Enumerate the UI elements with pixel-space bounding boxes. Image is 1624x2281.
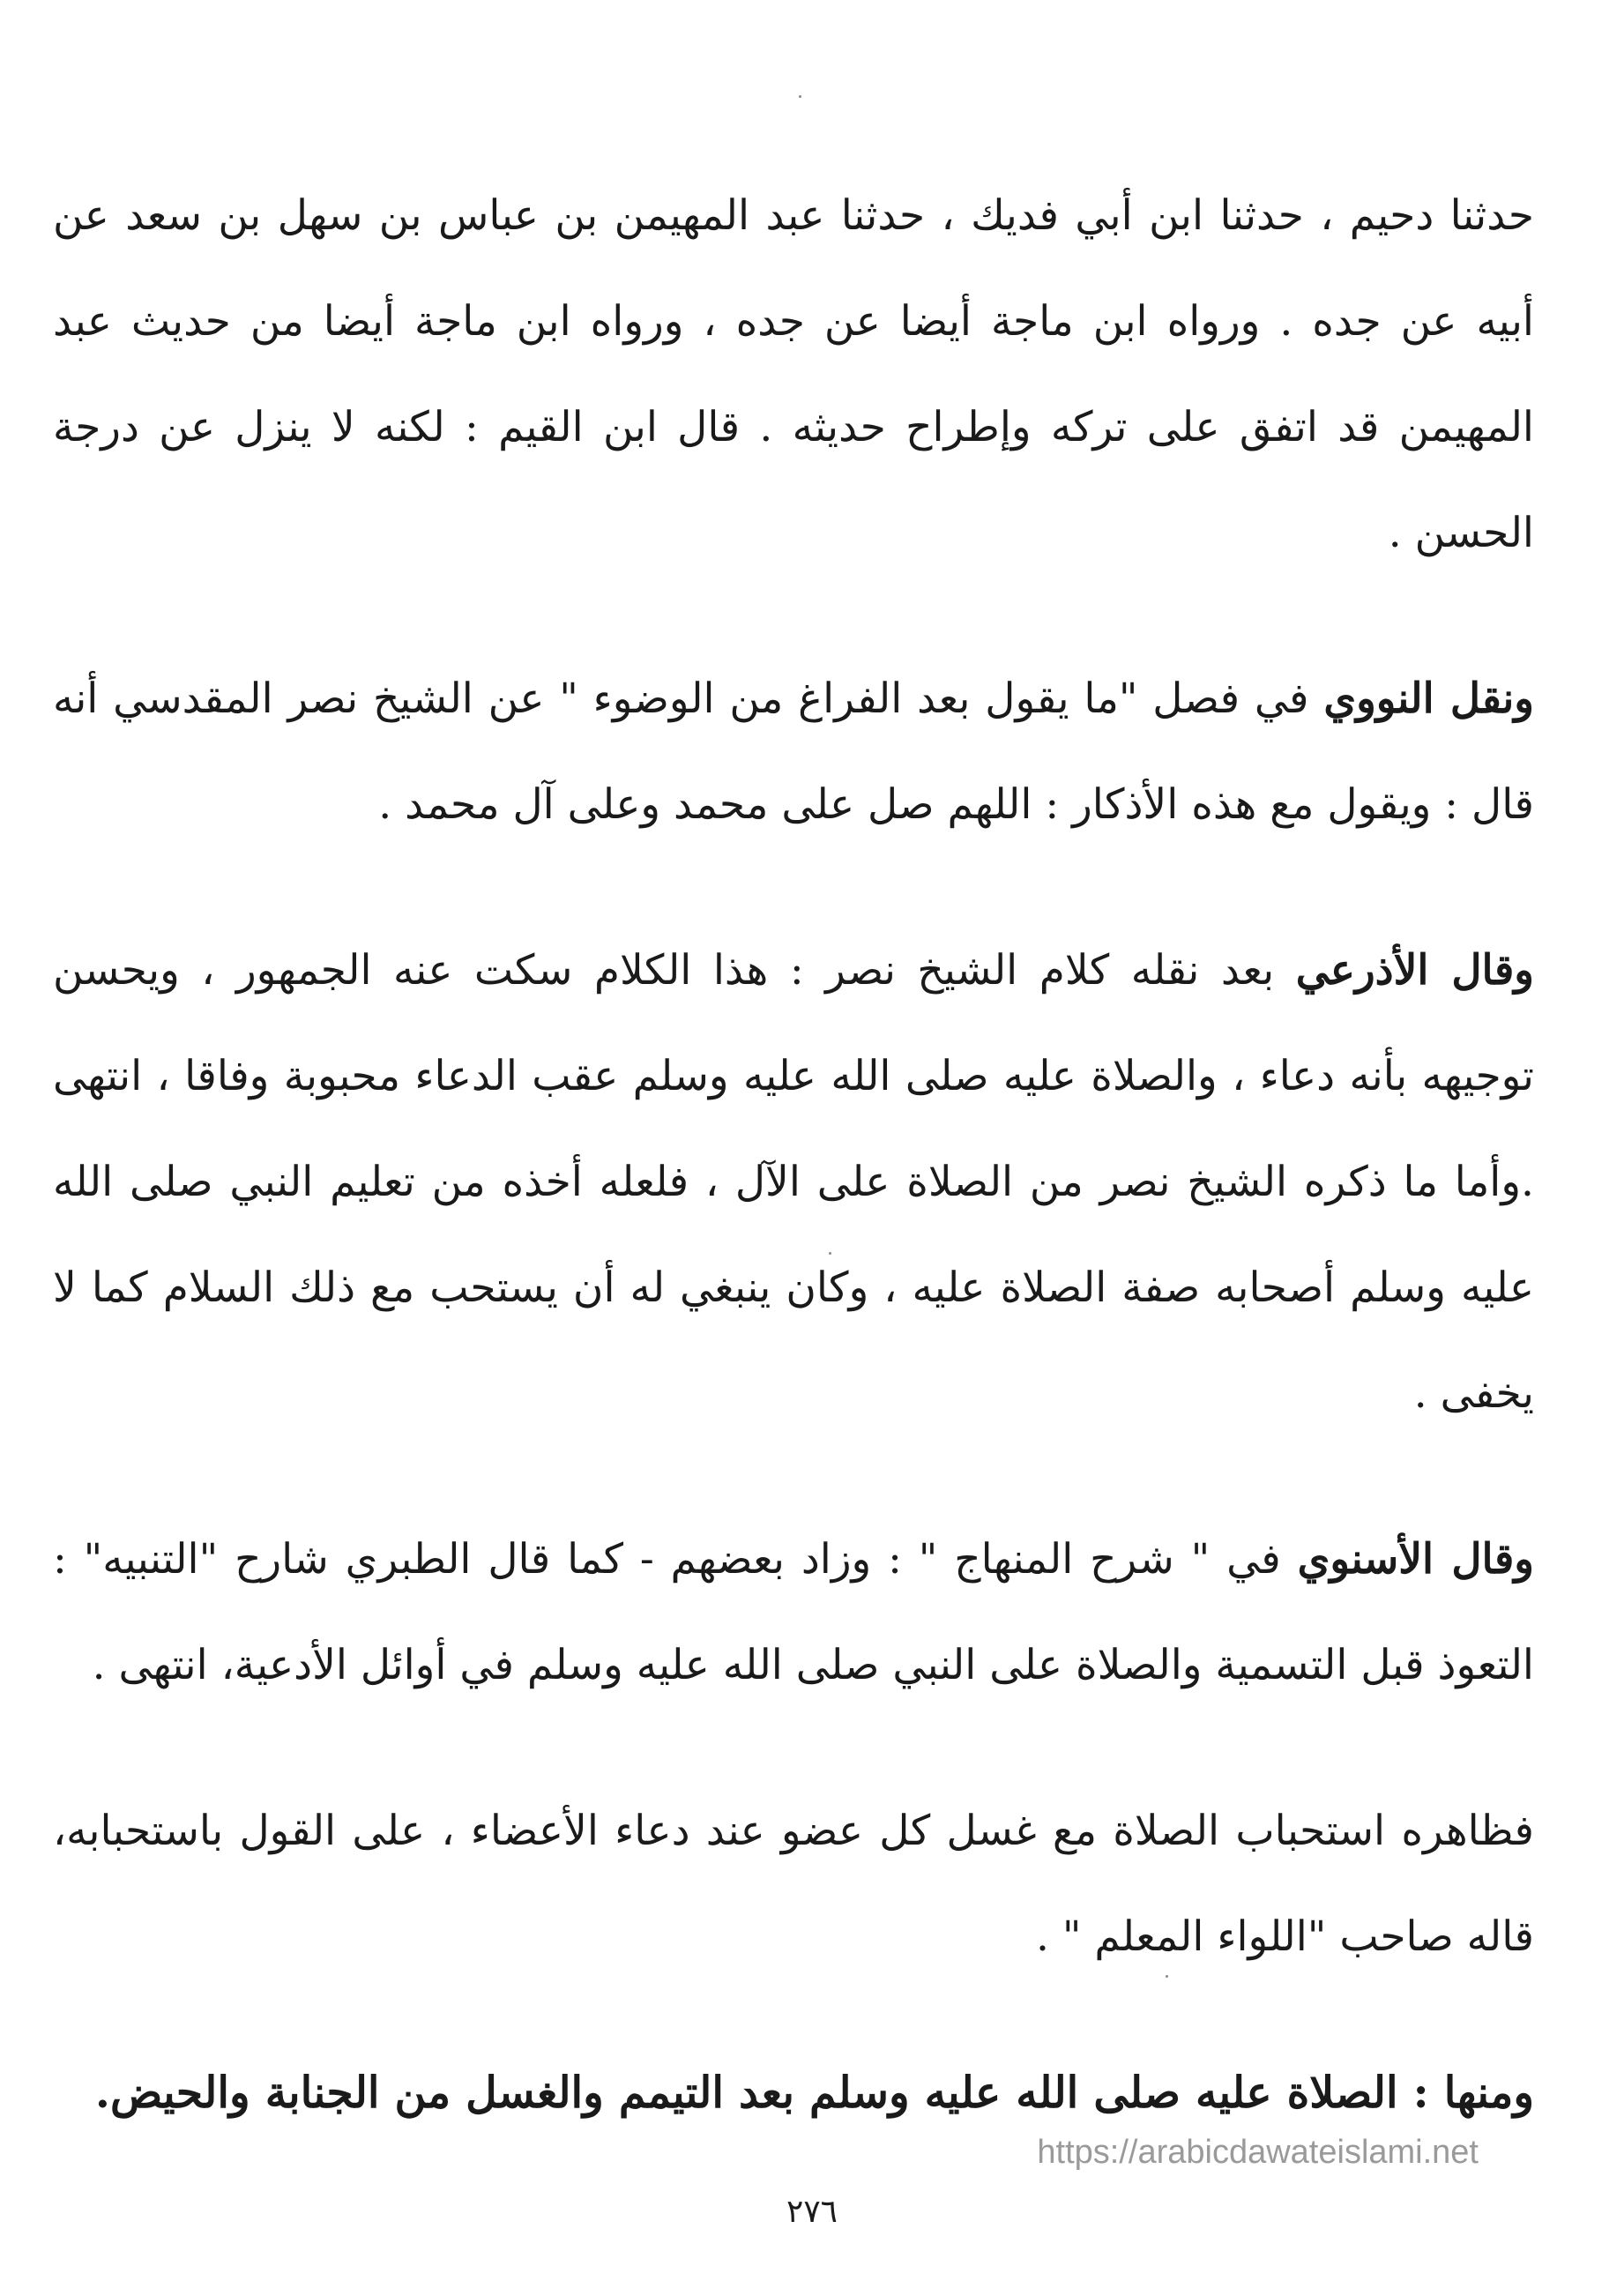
paragraph-text: ومنها : الصلاة عليه صلى الله عليه وسلم بعد التيمم والغسل من الجنابة والحيض. (94, 2067, 1534, 2118)
paragraph-hadith-chain (53, 163, 1534, 586)
paragraph-text: في " شرح المنهاج " : وزاد بعضهم - كما قال الطبري شارح "التنبيه" : التعوذ قبل التسمية والصلاة على النبي صلى الله عليه وسلم في أوائل الأدعية، انتهى . (53, 1535, 1534, 1689)
document-body (53, 163, 1534, 2205)
paragraph-lead-bold: وقال الأذرعي (1295, 946, 1534, 995)
paragraph-adhrai (53, 918, 1534, 1447)
paragraph-text: بعد نقله كلام الشيخ نصر : هذا الكلام سكت عنه الجمهور ، ويحسن توجيهه بأنه دعاء ، والصلاة عليه صلى الله عليه وسلم عقب الدعاء محبوبة وفاقا ، انتهى .وأما ما ذكره الشيخ نصر من الصلاة على الآل ، فلعله أخذه من تعليم النبي صلى الله عليه وسلم أصحابه صفة الصلاة عليه ، وكان ينبغي له أن يستحب مع ذلك السلام كما لا يخفى . (53, 946, 1534, 1418)
paragraph-text: في فصل "ما يقول بعد الفراغ من الوضوء " عن الشيخ نصر المقدسي أنه قال : ويقول مع هذه الأذكار : اللهم صل على محمد وعلى آل محمد . (53, 675, 1534, 829)
paragraph-lead-bold: وقال الأسنوي (1297, 1535, 1534, 1584)
paragraph-tayammum-heading (53, 2039, 1534, 2145)
paragraph-lead-bold: ونقل النووي (1323, 675, 1534, 723)
paragraph-text: حدثنا دحيم ، حدثنا ابن أبي فديك ، حدثنا عبد المهيمن بن عباس بن سهل بن سعد عن أبيه عن جده . ورواه ابن ماجة أيضا عن جده ، ورواه ابن ماجة أيضا من حديث عبد المهيمن قد اتفق على تركه وإطراح حديثه . قال ابن القيم : لكنه لا ينزل عن درجة الحسن . (53, 191, 1534, 557)
paragraph-asnawi (53, 1507, 1534, 1718)
scan-speck (799, 95, 801, 98)
watermark-url: https://arabicdawateislami.net (1037, 2134, 1479, 2171)
page-number: ٢٧٦ (786, 2194, 838, 2230)
paragraph-text: فظاهره استحباب الصلاة مع غسل كل عضو عند دعاء الأعضاء ، على القول باستحبابه، قاله صاحب "اللواء المعلم " . (53, 1807, 1535, 1961)
paragraph-apparent-meaning (53, 1778, 1534, 1990)
paragraph-nawawi (53, 646, 1534, 858)
